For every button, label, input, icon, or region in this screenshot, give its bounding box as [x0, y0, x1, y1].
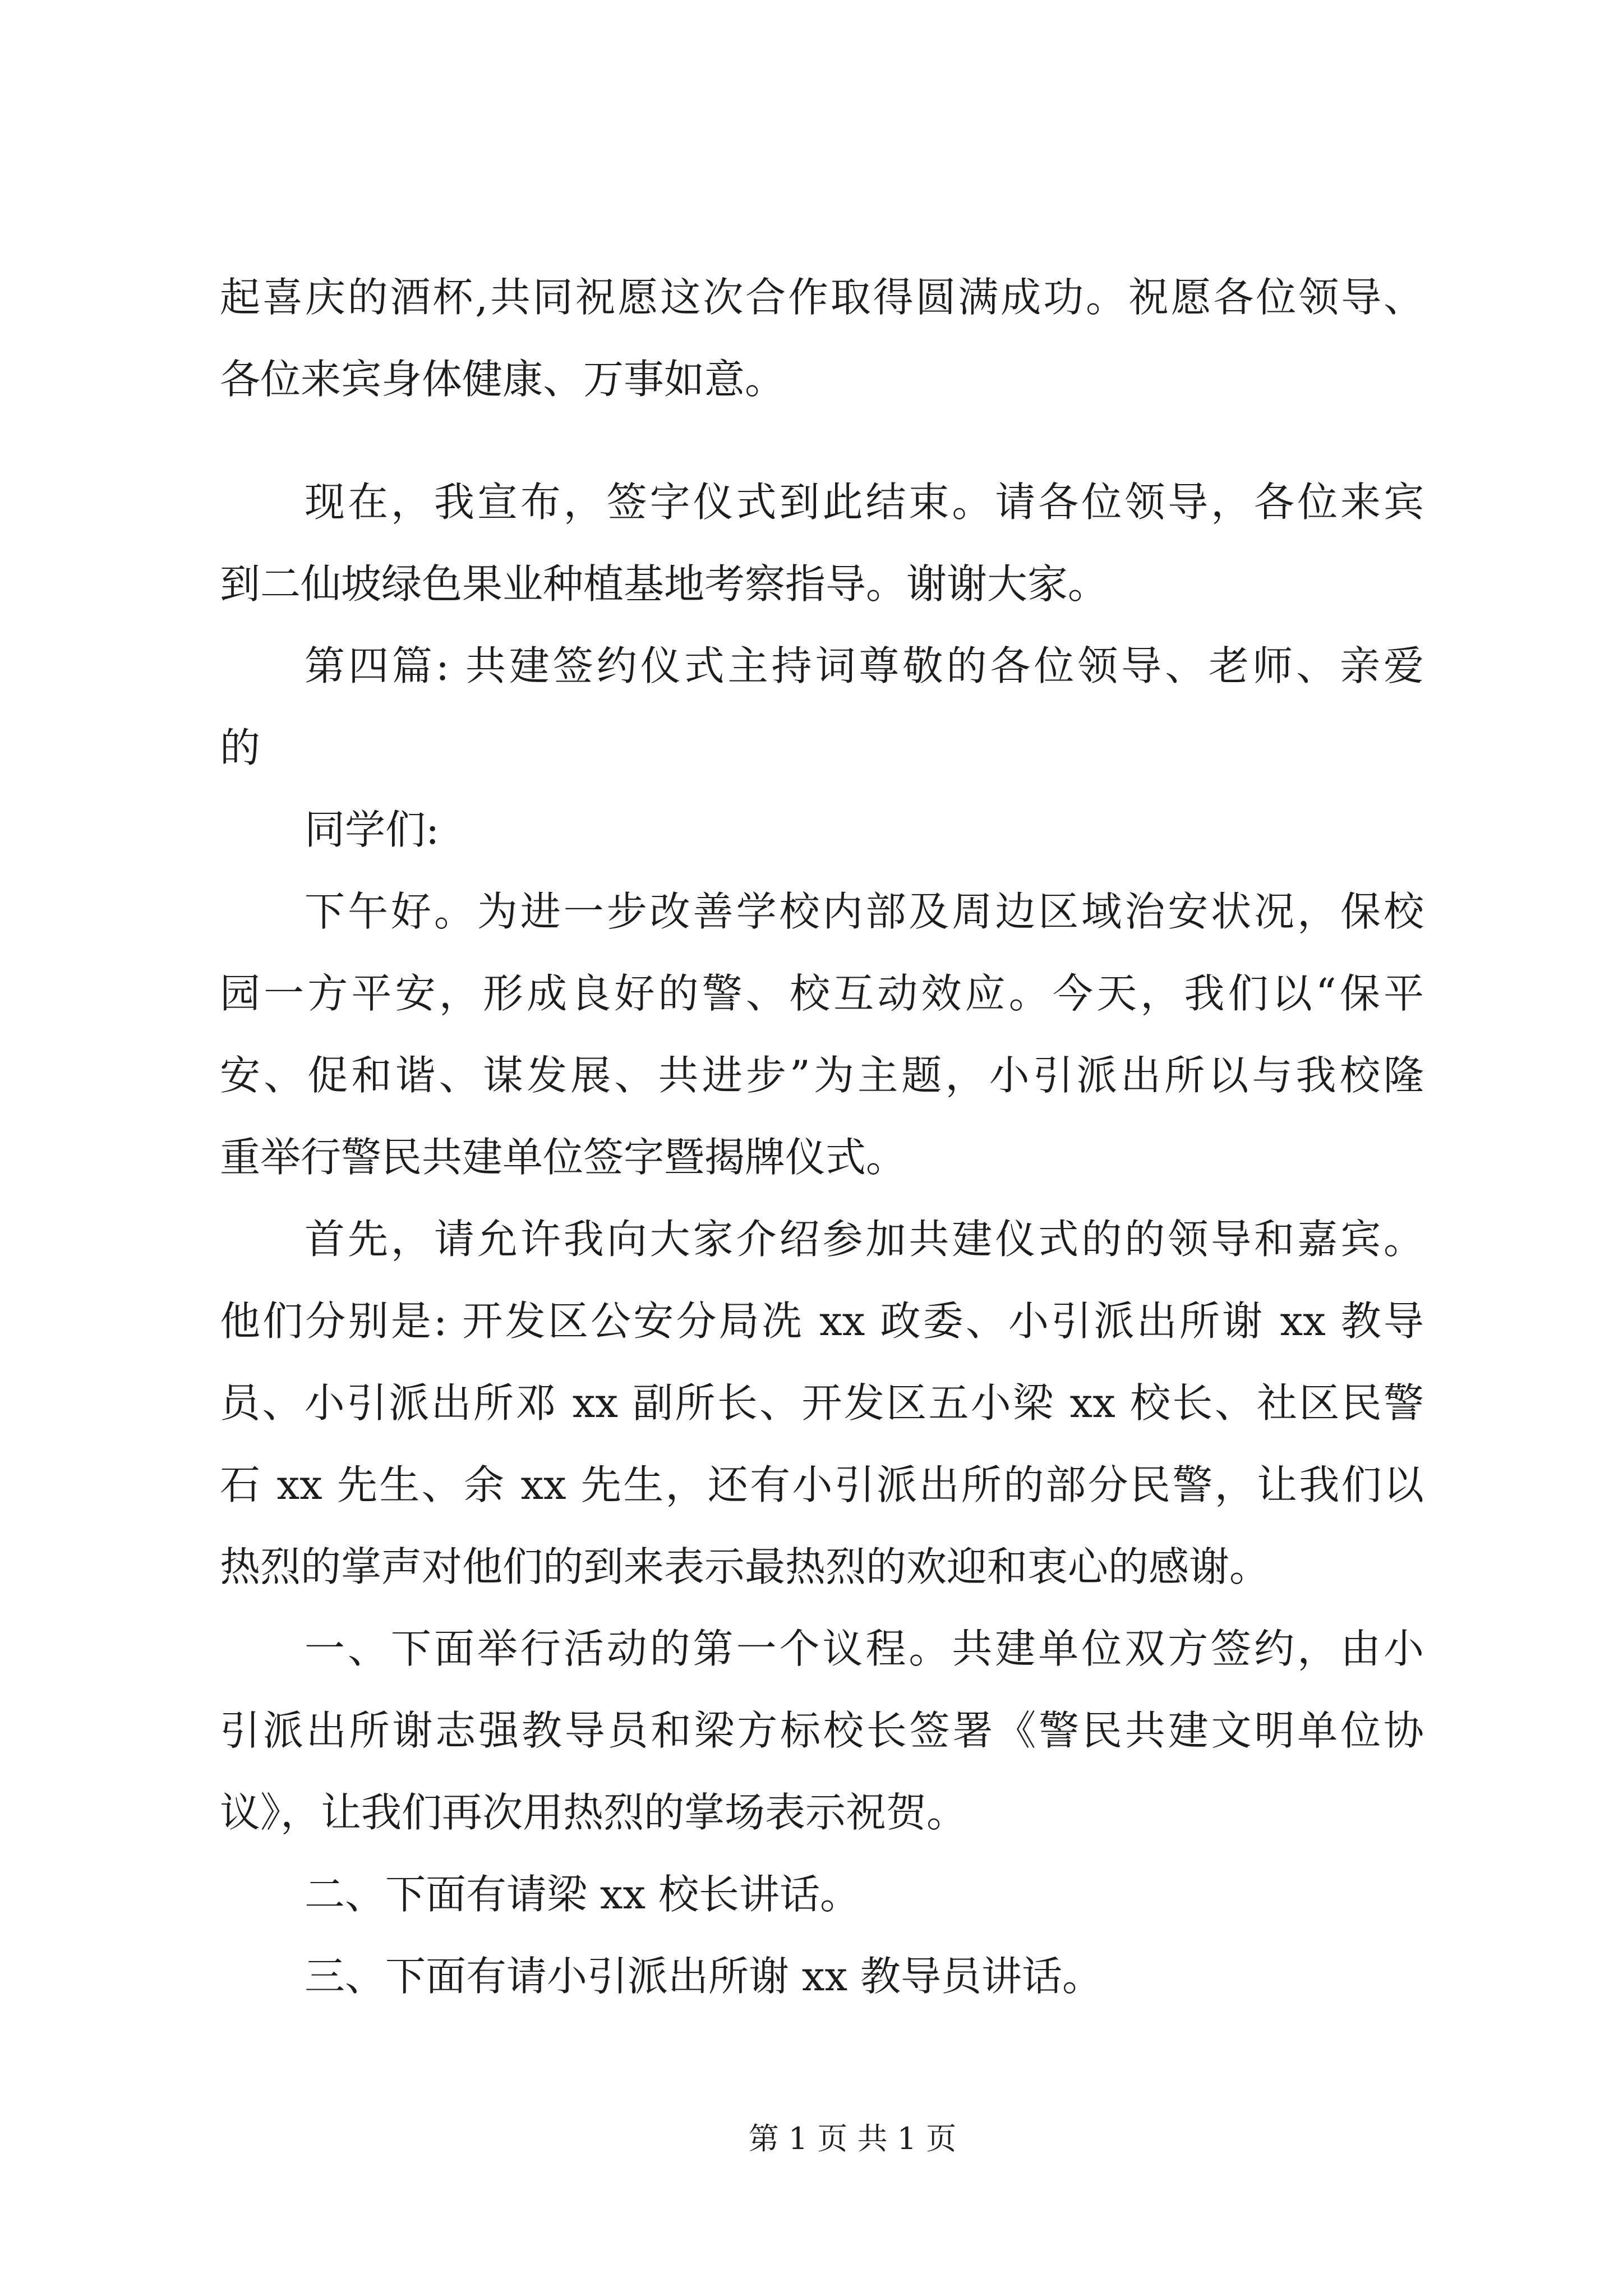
paragraph-opening	[220, 871, 1424, 1198]
text-line: 各位来宾身体健康、万事如意。	[220, 356, 786, 403]
document-body	[220, 256, 1424, 2017]
text-line: 同学们:	[305, 806, 440, 853]
text-line: 石 xx 先生、余 xx 先生，还有小引派出所的部分民警，让我们以	[220, 1461, 1424, 1508]
paragraph-ceremony-end	[220, 461, 1424, 625]
text-line: 他们分别是: 开发区公安分局冼 xx 政委、小引派出所谢 xx 教导	[220, 1297, 1424, 1345]
paragraph-section-heading	[220, 625, 1424, 789]
text-line: 现在，我宣布，签字仪式到此结束。请各位领导，各位来宾	[305, 478, 1424, 526]
page-footer: 第 1 页 共 1 页	[748, 2121, 957, 2156]
text-line: 首先，请允许我向大家介绍参加共建仪式的的领导和嘉宾。	[305, 1216, 1424, 1263]
paragraph-guest-introduction	[220, 1198, 1424, 1608]
paragraph-salutation	[220, 789, 1424, 871]
text-line: 二、下面有请梁 xx 校长讲话。	[305, 1871, 860, 1918]
text-line: 议》，让我们再次用热烈的掌场表示祝贺。	[220, 1789, 967, 1836]
text-line: 热烈的掌声对他们的到来表示最热烈的欢迎和衷心的感谢。	[220, 1543, 1270, 1590]
text-line: 重举行警民共建单位签字暨揭牌仪式。	[220, 1134, 907, 1181]
text-line: 引派出所谢志强教导员和梁方标校长签署《警民共建文明单位协	[220, 1707, 1424, 1754]
text-line: 安、促和谐、谋发展、共进步”为主题，小引派出所以与我校隆	[220, 1052, 1424, 1099]
paragraph-agenda-item-3	[220, 1935, 1424, 2017]
paragraph-agenda-item-2	[220, 1853, 1424, 1935]
text-line: 一、下面举行活动的第一个议程。共建单位双方签约，由小	[305, 1625, 1424, 1672]
text-line: 的	[220, 724, 261, 771]
text-line: 到二仙坡绿色果业种植基地考察指导。谢谢大家。	[220, 560, 1109, 608]
text-line: 三、下面有请小引派出所谢 xx 教导员讲话。	[305, 1953, 1103, 2000]
paragraph-closing-toast	[220, 256, 1424, 420]
paragraph-agenda-item-1	[220, 1608, 1424, 1853]
text-line: 园一方平安，形成良好的警、校互动效应。今天，我们以“保平	[220, 970, 1424, 1017]
text-line: 起喜庆的酒杯,共同祝愿这次合作取得圆满成功。祝愿各位领导、	[220, 274, 1424, 321]
text-line: 第四篇: 共建签约仪式主持词尊敬的各位领导、老师、亲爱	[305, 642, 1424, 689]
text-line: 员、小引派出所邓 xx 副所长、开发区五小梁 xx 校长、社区民警	[220, 1379, 1424, 1427]
text-line: 下午好。为进一步改善学校内部及周边区域治安状况，保校	[305, 888, 1424, 935]
